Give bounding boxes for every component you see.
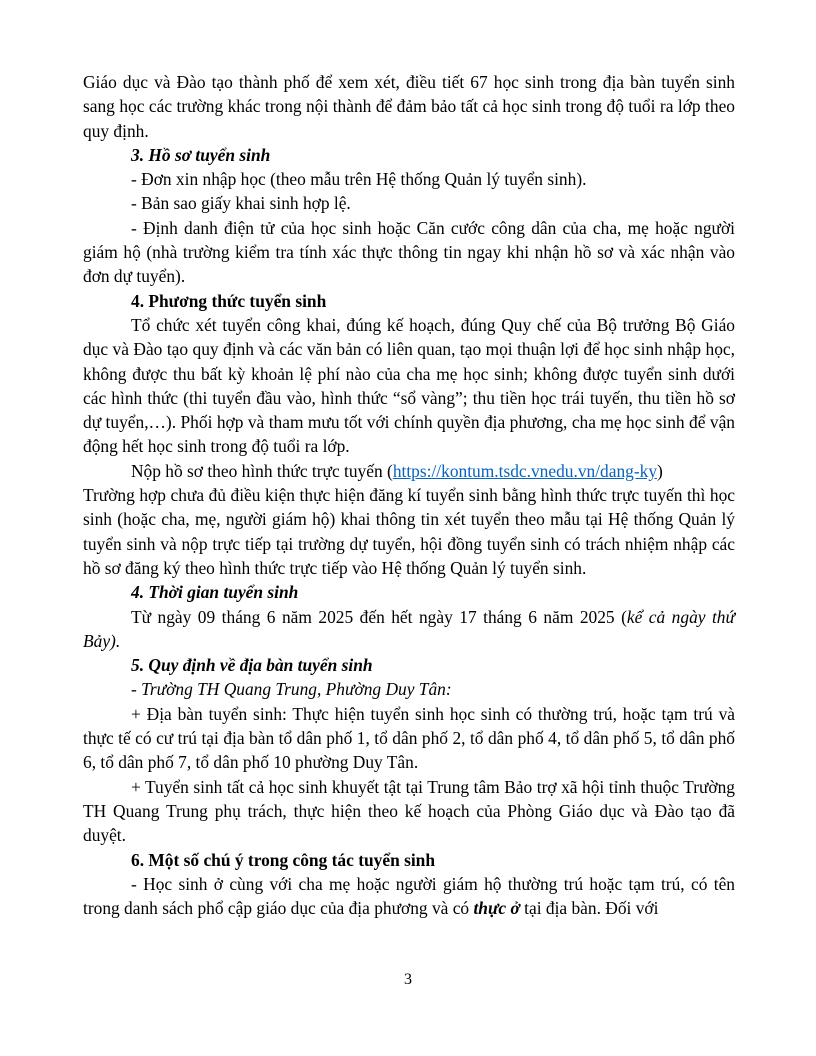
paragraph-continuation: Giáo dục và Đào tạo thành phố để xem xét, điều tiết 67 học sinh trong địa bàn tuyển sinh sang học các trường khác trong nội thành để đảm bảo tất cả học sinh trong độ tuổi ra lớp theo quy định. <box>83 72 735 141</box>
list-item-electronic-id: - Định danh điện tử của học sinh hoặc Căn cước công dân của cha, mẹ hoặc người giám hộ (nhà trường kiểm tra tính xác thực thông tin ngay khi nhận hồ sơ và xác nhận vào đơn dự tuyển). <box>83 217 735 287</box>
heading-enrollment-area: 5. Quy định về địa bàn tuyển sinh <box>131 655 373 676</box>
notes-emphasis: thực ở <box>473 898 520 919</box>
list-item-birth-certificate: - Bản sao giấy khai sinh hợp lệ. <box>131 193 351 214</box>
admission-time-note: kể cả ngày thứ Bảy). <box>83 606 735 651</box>
paragraph-admission-method: Tổ chức xét tuyển công khai, đúng kế hoạch, đúng Quy chế của Bộ trưởng Bộ Giáo dục và Đào tạo quy định và các văn bản có liên quan, tạo mọi thuận lợi để học sinh nhập học, không được thu bất kỳ khoản lệ phí nào của cha mẹ học sinh; không được tuyển sinh dưới các hình thức (thi tuyển đầu vào, hình thức “sổ vàng”; thu tiền học trái tuyến, thu tiền hồ sơ dự tuyển,…). Phối hợp và tham mưu tốt với chính quyền địa phương, cha mẹ học sinh để vận động hết học sinh trong độ tuổi ra lớp. <box>83 314 735 457</box>
heading-notes: 6. Một số chú ý trong công tác tuyển sinh <box>131 849 436 870</box>
paragraph-admission-time <box>83 605 735 654</box>
admission-time-text: Từ ngày 09 tháng 6 năm 2025 đến hết ngày 17 tháng 6 năm 2025 ( <box>131 606 627 627</box>
paragraph-notes <box>83 872 735 921</box>
notes-text-end: tại địa bàn. Đối với <box>519 898 659 919</box>
registration-link[interactable]: https://kontum.tsdc.vnedu.vn/dang-ky <box>392 460 658 481</box>
heading-admission-time: 4. Thời gian tuyển sinh <box>131 582 299 603</box>
online-submission-close: ) <box>657 460 663 481</box>
list-item-application-form: - Đơn xin nhập học (theo mẫu trên Hệ thống Quản lý tuyển sinh). <box>131 169 587 190</box>
document-page <box>83 70 735 920</box>
paragraph-enrollment-area: + Địa bàn tuyển sinh: Thực hiện tuyển sinh học sinh có thường trú, hoặc tạm trú và thực tế có cư trú tại địa bàn tổ dân phố 1, tổ dân phố 2, tổ dân phố 4, tổ dân phố 5, tổ dân phố 6, tổ dân phố 7, tổ dân phố 10 phường Duy Tân. <box>83 703 735 773</box>
paragraph-online-submission <box>83 459 735 483</box>
online-submission-text: Nộp hồ sơ theo hình thức trực tuyến ( <box>131 460 393 481</box>
heading-admission-documents: 3. Hồ sơ tuyển sinh <box>131 144 271 165</box>
heading-admission-method: 4. Phương thức tuyển sinh <box>131 290 327 311</box>
paragraph-direct-submission: Trường hợp chưa đủ điều kiện thực hiện đăng kí tuyển sinh bằng hình thức trực tuyến thì học sinh (hoặc cha, mẹ, người giám hộ) khai thông tin xét tuyển theo mẫu tại Hệ thống Quản lý tuyển sinh và nộp trực tiếp tại trường dự tuyển, hội đồng tuyển sinh có trách nhiệm nhập các hồ sơ đăng ký theo hình thức trực tiếp vào Hệ thống Quản lý tuyển sinh. <box>83 485 735 578</box>
paragraph-disabled-students: + Tuyển sinh tất cả học sinh khuyết tật tại Trung tâm Bảo trợ xã hội tỉnh thuộc Trường TH Quang Trung phụ trách, thực hiện theo kế hoạch của Phòng Giáo dục và Đào tạo đã duyệt. <box>83 776 735 846</box>
notes-text: - Học sinh ở cùng với cha mẹ hoặc người giám hộ thường trú hoặc tạm trú, có tên trong danh sách phổ cập giáo dục của địa phương và có <box>83 873 735 919</box>
school-name-line: - Trường TH Quang Trung, Phường Duy Tân: <box>131 679 452 700</box>
page-number: 3 <box>404 971 412 988</box>
